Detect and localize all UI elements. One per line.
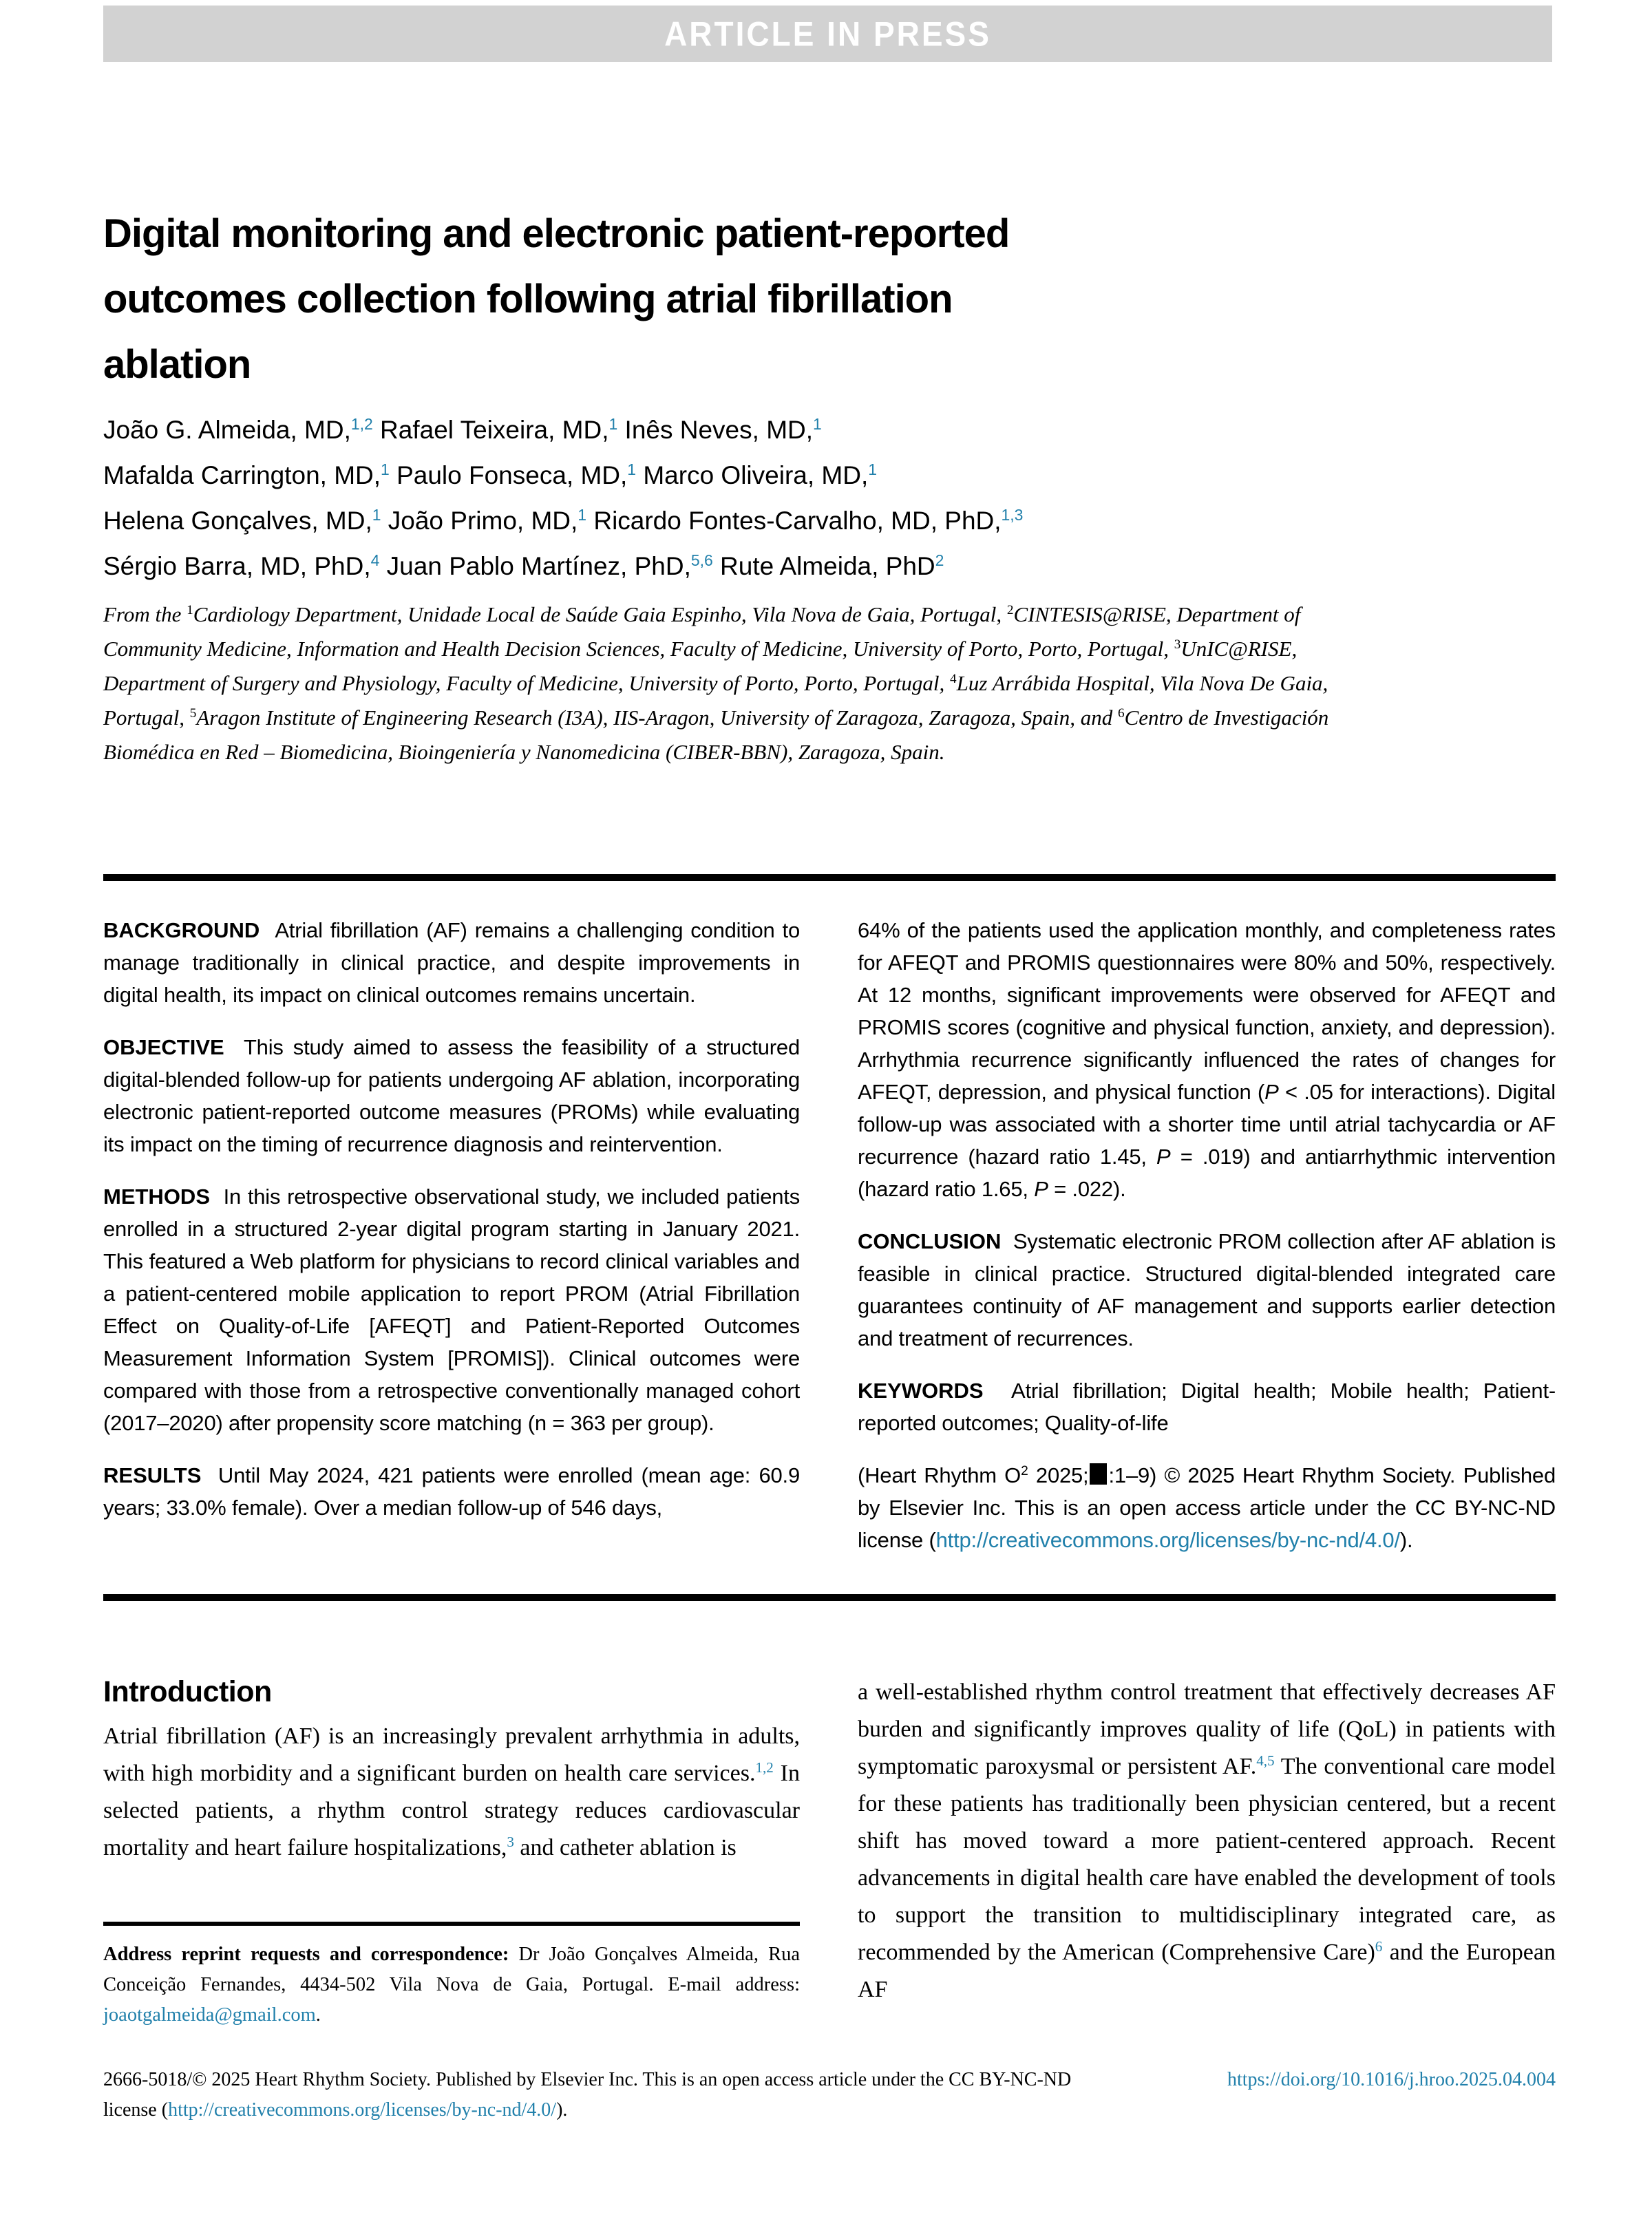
author-line: Helena Gonçalves, MD,$^1$ João Primo, MD,$^1$ Ricardo Fontes-Carvalho, MD, PhD,$^{1,3}$	[103, 506, 1024, 535]
superscript: 2	[1021, 1464, 1028, 1479]
article-title-line-1: Digital monitoring and electronic patient-reported	[103, 211, 1010, 256]
abstract-keywords	[858, 1374, 1556, 1439]
reference-superscript[interactable]: 4	[370, 551, 380, 570]
abstract-keywords-text: Atrial fibrillation; Digital health; Mobile health; Patient-reported outcomes; Quality-of-life	[858, 1379, 1556, 1435]
reference-superscript[interactable]: 3	[507, 1834, 514, 1851]
superscript: 2	[1006, 603, 1014, 618]
abstract-methods	[103, 1180, 800, 1439]
abstract-results-continued: 64% of the patients used the application monthly, and completeness rates for AFEQT and PROMIS questionnaires were 80% and 50%, respectively. At 12 months, significant improvements were observed for AFEQT and PROMIS scores (cognitive and physical function, anxiety, and depression). Arrhythmia recurrence significantly influenced the rates of changes for AFEQT, depression, and physical function (P < .05 for interactions). Digital follow-up was associated with a shorter time until atrial tachycardia or AF recurrence (hazard ratio 1.45, P = .019) and antiarrhythmic intervention (hazard ratio 1.65, P = .022).	[858, 918, 1556, 1201]
reference-superscript[interactable]: 2	[935, 551, 944, 570]
abstract-results	[103, 1459, 800, 1524]
copyright-license-note: 2666-5018/© 2025 Heart Rhythm Society. Published by Elsevier Inc. This is an open access article under the CC BY-NC-ND license (http://creativecommons.org/licenses/by-nc-nd/4.0/).	[103, 2069, 1072, 2121]
introduction-left-column	[103, 1674, 800, 1867]
superscript: 4	[950, 672, 957, 687]
hyperlink[interactable]: joaotgalmeida@gmail.com	[103, 2004, 316, 2026]
reference-superscript[interactable]: 1,2	[350, 415, 373, 434]
reference-superscript[interactable]: 6	[1375, 1938, 1383, 1955]
superscript: 1	[187, 603, 193, 618]
introduction-paragraph: a well-established rhythm control treatment that effectively decreases AF burden and significantly improves quality of life (QoL) in patients with symptomatic paroxysmal or persistent AF.$^{4,5}$ The conventional care model for these patients has traditionally been physician centered, but a recent shift has moved toward a more patient-centered approach. Recent advancements in digital health care have enabled the development of tools to support the transition to multidisciplinary integrated care, as recommended by the American (Comprehensive Care)$^6$ and the European AF	[858, 1679, 1556, 2002]
reference-superscript[interactable]: 1	[813, 415, 822, 434]
hyperlink[interactable]: http://creativecommons.org/licenses/by-nc-nd/4.0/	[168, 2099, 557, 2121]
article-title	[103, 201, 1556, 397]
abstract-objective-text: This study aimed to assess the feasibility of a structured digital-blended follow-up for patients undergoing AF ablation, incorporating electronic patient-reported outcome measures (PROMs) while evaluating its impact on the timing of recurrence diagnosis and reintervention.	[103, 1035, 800, 1156]
bold-label: Address reprint requests and correspondence:	[103, 1944, 509, 1965]
reference-superscript[interactable]: 1,2	[755, 1759, 774, 1776]
author-list	[103, 407, 1556, 589]
reference-superscript[interactable]: 4,5	[1256, 1752, 1275, 1770]
abstract-background	[103, 914, 800, 1011]
abstract-objective	[103, 1031, 800, 1160]
hyperlink[interactable]: https://doi.org/10.1016/j.hroo.2025.04.004	[1227, 2069, 1556, 2090]
abstract-top-rule	[103, 874, 1556, 881]
introduction-right-column	[858, 1674, 1556, 2008]
abstract-results-text: Until May 2024, 421 patients were enrolled (mean age: 60.9 years; 33.0% female). Over a median follow-up of 546 days,	[103, 1463, 800, 1520]
reference-superscript[interactable]: 1	[381, 460, 390, 479]
citation-line: (Heart Rhythm $O^2$ 2025; :1–9) © 2025 Heart Rhythm Society. Published by Elsevier Inc. This is an open access article under the CC BY-NC-ND license (http://creativecommons.org/licenses/by-nc-nd/4.0/).	[858, 1463, 1556, 1552]
abstract-right-column	[858, 914, 1556, 1556]
superscript: 3	[1174, 637, 1181, 652]
introduction-heading: Introduction	[103, 1675, 272, 1708]
superscript: 6	[1117, 706, 1125, 721]
abstract-left-column	[103, 914, 800, 1524]
introduction-paragraph: Atrial fibrillation (AF) is an increasingly prevalent arrhythmia in adults, with high morbidity and a significant burden on health care services.$^{1,2}$ In selected patients, a rhythm control strategy reduces cardiovascular mortality and heart failure hospitalizations,$^3$ and catheter ablation is	[103, 1723, 800, 1860]
reference-superscript[interactable]: 1	[578, 506, 587, 524]
article-title-line-3: ablation	[103, 342, 251, 387]
author-line: Sérgio Barra, MD, PhD,$^4$ Juan Pablo Martínez, PhD,$^{5,6}$ Rute Almeida, PhD$^2$	[103, 551, 944, 580]
abstract-objective-label: OBJECTIVE	[103, 1035, 224, 1059]
correspondence-note: Address reprint requests and correspondence: Dr João Gonçalves Almeida, Rua Conceição Fernandes, 4434-502 Vila Nova de Gaia, Portugal. E-mail address: joaotgalmeida@gmail.com.	[103, 1944, 800, 2026]
reference-superscript[interactable]: 1	[372, 506, 381, 524]
italic-term: P	[1034, 1177, 1048, 1201]
reference-superscript[interactable]: 1	[868, 460, 877, 479]
reference-superscript[interactable]: 1	[608, 415, 618, 434]
italic-term: P	[1264, 1080, 1279, 1104]
abstract-methods-text: In this retrospective observational study, we included patients enrolled in a structured 2-year digital program starting in January 2021. This featured a Web platform for physicians to record clinical variables and a patient-centered mobile application to report PROM (Atrial Fibrillation Effect on Quality-of-Life [AFEQT] and Patient-Reported Outcomes Measurement Information System [PROMIS]). Clinical outcomes were compared with those from a retrospective conventionally managed cohort (2017–2020) after propensity score matching (n = 363 per group).	[103, 1185, 800, 1435]
reference-superscript[interactable]: 1	[627, 460, 637, 479]
abstract-bottom-rule	[103, 1594, 1556, 1601]
reference-superscript[interactable]: 1,3	[1001, 506, 1024, 524]
abstract-conclusion	[858, 1225, 1556, 1355]
superscript: 5	[189, 706, 197, 721]
placeholder-square	[1090, 1463, 1107, 1485]
doi-link-container	[1074, 2065, 1556, 2095]
abstract-results-label: RESULTS	[103, 1463, 202, 1487]
abstract-keywords-label: KEYWORDS	[858, 1379, 984, 1403]
abstract-methods-label: METHODS	[103, 1185, 210, 1209]
article-in-press-label: ARTICLE IN PRESS	[664, 14, 991, 54]
correspondence-rule	[103, 1922, 800, 1926]
hyperlink[interactable]: http://creativecommons.org/licenses/by-nc-nd/4.0/	[935, 1528, 1400, 1552]
abstract-conclusion-label: CONCLUSION	[858, 1229, 1002, 1253]
article-in-press-banner	[103, 6, 1552, 62]
author-line: Mafalda Carrington, MD,$^1$ Paulo Fonseca, MD,$^1$ Marco Oliveira, MD,$^1$	[103, 460, 877, 489]
author-line: João G. Almeida, MD,$^{1,2}$ Rafael Teixeira, MD,$^1$ Inês Neves, MD,$^1$	[103, 415, 822, 444]
italic-term: P	[1156, 1145, 1171, 1169]
reference-superscript[interactable]: 5,6	[690, 551, 713, 570]
affiliations: From the $^1$Cardiology Department, Unidade Local de Saúde Gaia Espinho, Vila Nova de Gaia, Portugal, $^2$CINTESIS@RISE, Department of Community Medicine, Information and Health Decision Sciences, Faculty of Medicine, University of Porto, Porto, Portugal, $^3$UnIC@RISE, Department of Surgery and Physiology, Faculty of Medicine, University of Porto, Porto, Portugal, $^4$Luz Arrábida Hospital, Vila Nova De Gaia, Portugal, $^5$Aragon Institute of Engineering Research (I3A), IIS-Aragon, University of Zaragoza, Zaragoza, Spain, and $^6$Centro de Investigación Biomédica en Red – Biomedicina, Bioingeniería y Nanomedicina (CIBER-BBN), Zaragoza, Spain.	[103, 602, 1329, 764]
article-title-line-2: outcomes collection following atrial fibrillation	[103, 277, 953, 321]
abstract-background-label: BACKGROUND	[103, 918, 260, 942]
abstract-background-text: Atrial fibrillation (AF) remains a challenging condition to manage traditionally in clinical practice, and despite improvements in digital health, its impact on clinical outcomes remains uncertain.	[103, 918, 800, 1007]
abstract-conclusion-text: Systematic electronic PROM collection after AF ablation is feasible in clinical practice. Structured digital-blended integrated care guarantees continuity of AF management and supports earlier detection and treatment of recurrences.	[858, 1229, 1556, 1350]
